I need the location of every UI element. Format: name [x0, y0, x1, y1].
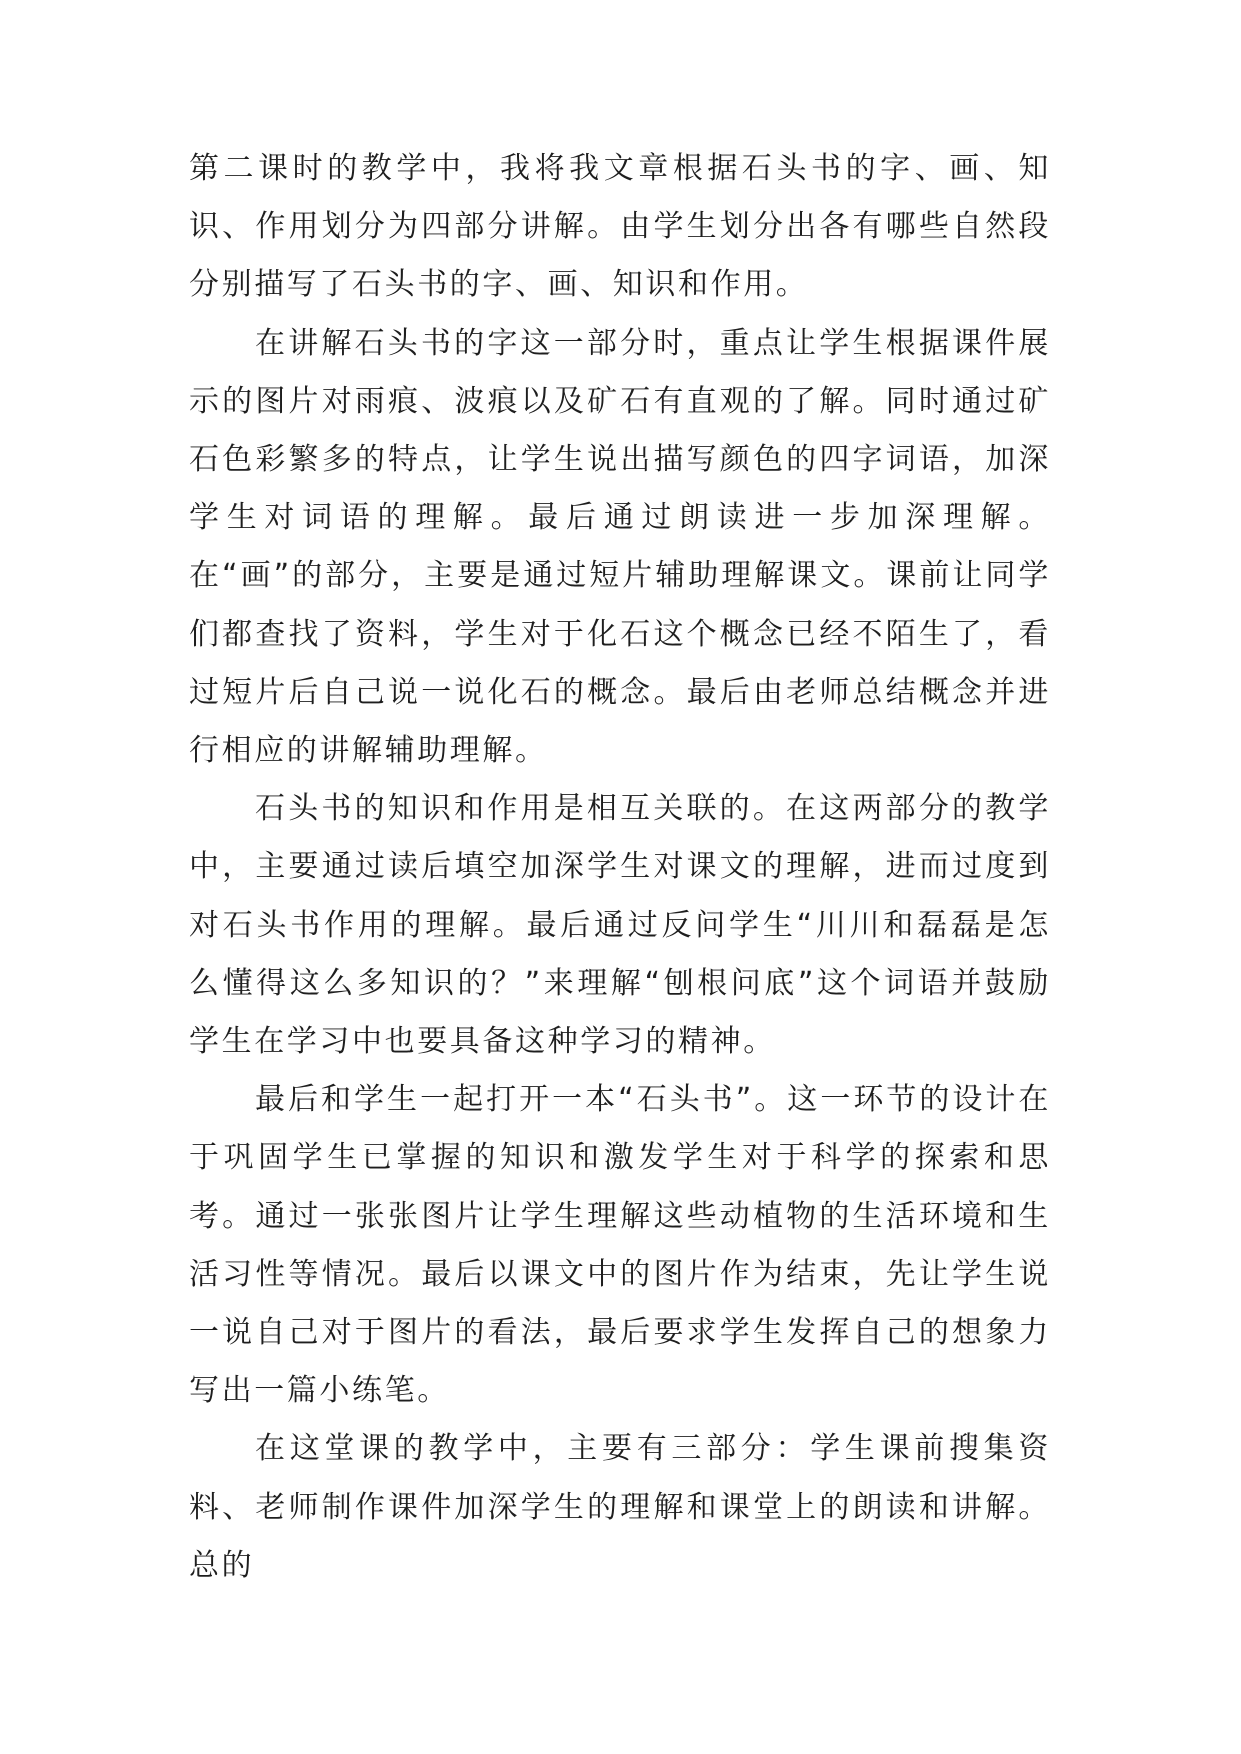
paragraph-3: 石头书的知识和作用是相互关联的。在这两部分的教学中，主要通过读后填空加深学生对课文的理解，进而过度到对石头书作用的理解。最后通过反问学生“川川和磊磊是怎么懂得这么多知识的？”来理解“刨根问底”这个词语并鼓励学生在学习中也要具备这种学习的精神。	[189, 791, 1051, 1060]
document-body	[189, 140, 1051, 1595]
paragraph-1: 第二课时的教学中，我将我文章根据石头书的字、画、知识、作用划分为四部分讲解。由学生划分出各有哪些自然段分别描写了石头书的字、画、知识和作用。	[189, 151, 1051, 303]
paragraph-5: 在这堂课的教学中，主要有三部分：学生课前搜集资料、老师制作课件加深学生的理解和课堂上的朗读和讲解。总的	[189, 1431, 1051, 1583]
paragraph-2: 在讲解石头书的字这一部分时，重点让学生根据课件展示的图片对雨痕、波痕以及矿石有直观的了解。同时通过矿石色彩繁多的特点，让学生说出描写颜色的四字词语，加深学生对词语的理解。最后通过朗读进一步加深理解。在“画”的部分，主要是通过短片辅助理解课文。课前让同学们都查找了资料，学生对于化石这个概念已经不陌生了，看过短片后自己说一说化石的概念。最后由老师总结概念并进行相应的讲解辅助理解。	[189, 325, 1051, 769]
paragraph-4: 最后和学生一起打开一本“石头书”。这一环节的设计在于巩固学生已掌握的知识和激发学生对于科学的探索和思考。通过一张张图片让学生理解这些动植物的生活环境和生活习性等情况。最后以课文中的图片作为结束，先让学生说一说自己对于图片的看法，最后要求学生发挥自己的想象力写出一篇小练笔。	[189, 1082, 1051, 1409]
